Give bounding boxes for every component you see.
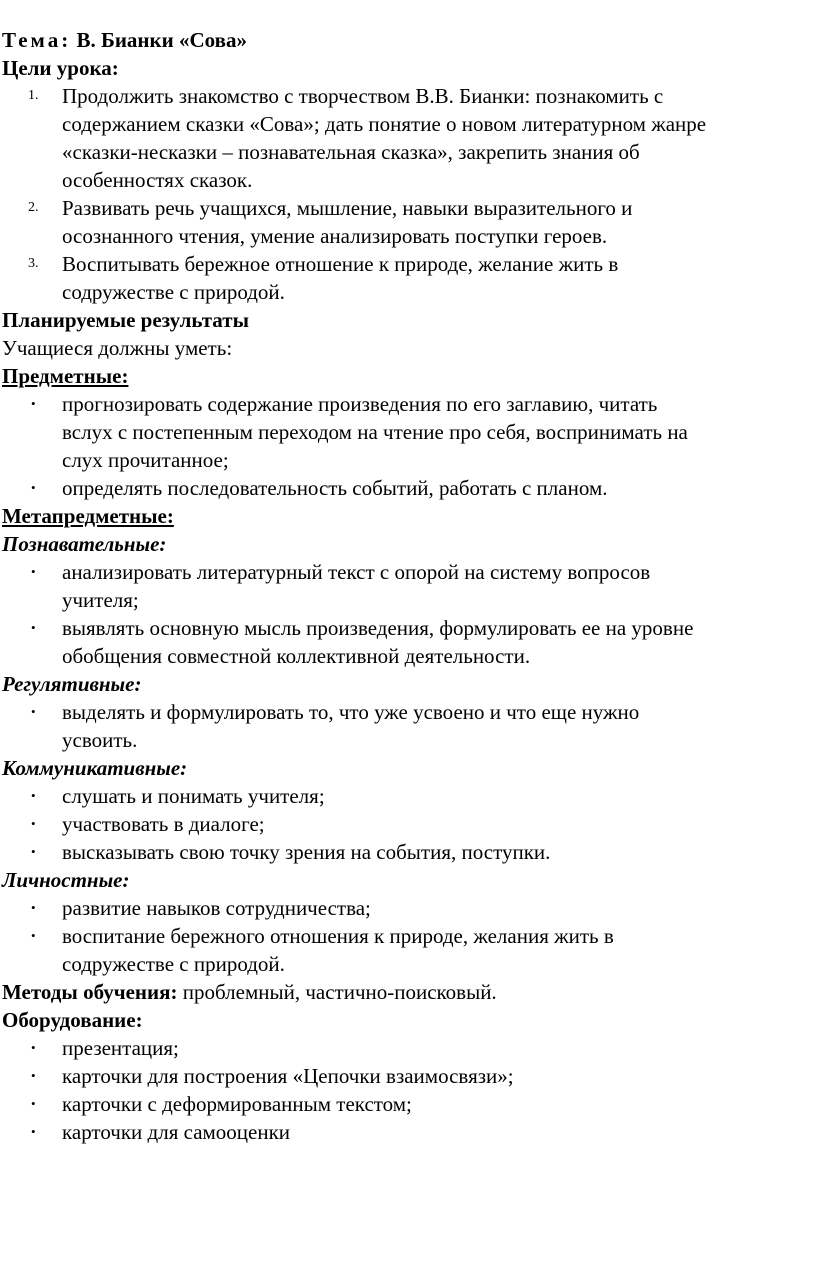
bullet-icon: • (31, 816, 36, 831)
list-item-text: определять последовательность событий, работать с планом. (62, 476, 608, 500)
list-item-text: участвовать в диалоге; (62, 812, 265, 836)
list-item (2, 838, 814, 866)
goal-text: Развивать речь учащихся, мышление, навыки выразительного и осознанного чтения, умение анализировать поступки героев. (62, 196, 633, 248)
metasubject-heading: Метапредметные: (2, 504, 174, 528)
list-item-text: слушать и понимать учителя; (62, 784, 325, 808)
list-item (2, 922, 814, 978)
list-item-text: выделять и формулировать то, что уже усвоено и что еще нужно усвоить. (62, 700, 640, 752)
subject-list (2, 390, 814, 502)
bullet-icon: • (31, 1040, 36, 1055)
list-item (2, 1090, 814, 1118)
bullet-icon: • (31, 1068, 36, 1083)
bullet-icon: • (31, 1124, 36, 1139)
bullet-icon: • (31, 788, 36, 803)
list-item-text: карточки для самооценки (62, 1120, 291, 1144)
goal-number: 3. (28, 256, 39, 271)
bullet-icon: • (31, 844, 36, 859)
list-item (2, 810, 814, 838)
topic-label: Тема: (2, 28, 72, 52)
list-item (2, 782, 814, 810)
bullet-icon: • (31, 928, 36, 943)
cognitive-list (2, 558, 814, 670)
goal-item (2, 194, 814, 250)
list-item (2, 474, 814, 502)
list-item-text: воспитание бережного отношения к природе, желания жить в содружестве с природой. (62, 924, 614, 976)
list-item (2, 1118, 814, 1146)
personal-list (2, 894, 814, 978)
methods-label: Методы обучения: (2, 980, 178, 1004)
document-page (2, 26, 814, 1146)
list-item (2, 558, 814, 614)
methods-value: проблемный, частично-поисковый. (177, 980, 497, 1004)
bullet-icon: • (31, 1096, 36, 1111)
list-item-text: карточки с деформированным текстом; (62, 1092, 412, 1116)
cognitive-heading: Познавательные: (2, 532, 167, 556)
goal-item (2, 250, 814, 306)
bullet-icon: • (31, 396, 36, 411)
goal-text: Продолжить знакомство с творчеством В.В. Бианки: познакомить с содержанием сказки «Сова»; дать понятие о новом литературном жанре «сказки-несказки – познавательная сказка», закрепить знания об особенностях сказок. (62, 84, 707, 192)
subject-heading: Предметные: (2, 364, 129, 388)
list-item-text: высказывать свою точку зрения на события, поступки. (62, 840, 551, 864)
topic-line (2, 26, 814, 54)
bullet-icon: • (31, 564, 36, 579)
list-item-text: развитие навыков сотрудничества; (62, 896, 371, 920)
communicative-list (2, 782, 814, 866)
list-item (2, 698, 814, 754)
list-item-text: презентация; (62, 1036, 179, 1060)
list-item (2, 1034, 814, 1062)
results-intro: Учащиеся должны уметь: (2, 336, 233, 360)
list-item (2, 1062, 814, 1090)
bullet-icon: • (31, 900, 36, 915)
results-heading: Планируемые результаты (2, 308, 249, 332)
goal-text: Воспитывать бережное отношение к природе, желание жить в содружестве с природой. (62, 252, 619, 304)
bullet-icon: • (31, 480, 36, 495)
personal-heading: Личностные: (2, 868, 130, 892)
bullet-icon: • (31, 620, 36, 635)
list-item-text: карточки для построения «Цепочки взаимосвязи»; (62, 1064, 514, 1088)
topic-value: В. Бианки «Сова» (76, 28, 247, 52)
regulatory-list (2, 698, 814, 754)
goal-number: 2. (28, 200, 39, 215)
regulatory-heading: Регулятивные: (2, 672, 142, 696)
goals-heading: Цели урока: (2, 56, 119, 80)
bullet-icon: • (31, 704, 36, 719)
equipment-heading: Оборудование: (2, 1008, 143, 1032)
goals-list (2, 82, 814, 306)
communicative-heading: Коммуникативные: (2, 756, 188, 780)
methods-line (2, 978, 814, 1006)
equipment-list (2, 1034, 814, 1146)
list-item (2, 390, 814, 474)
list-item (2, 614, 814, 670)
list-item (2, 894, 814, 922)
list-item-text: прогнозировать содержание произведения по его заглавию, читать вслух с постепенным переходом на чтение про себя, воспринимать на слух прочитанное; (62, 392, 688, 472)
goal-number: 1. (28, 88, 39, 103)
goal-item (2, 82, 814, 194)
list-item-text: выявлять основную мысль произведения, формулировать ее на уровне обобщения совместной коллективной деятельности. (62, 616, 694, 668)
list-item-text: анализировать литературный текст с опорой на систему вопросов учителя; (62, 560, 651, 612)
